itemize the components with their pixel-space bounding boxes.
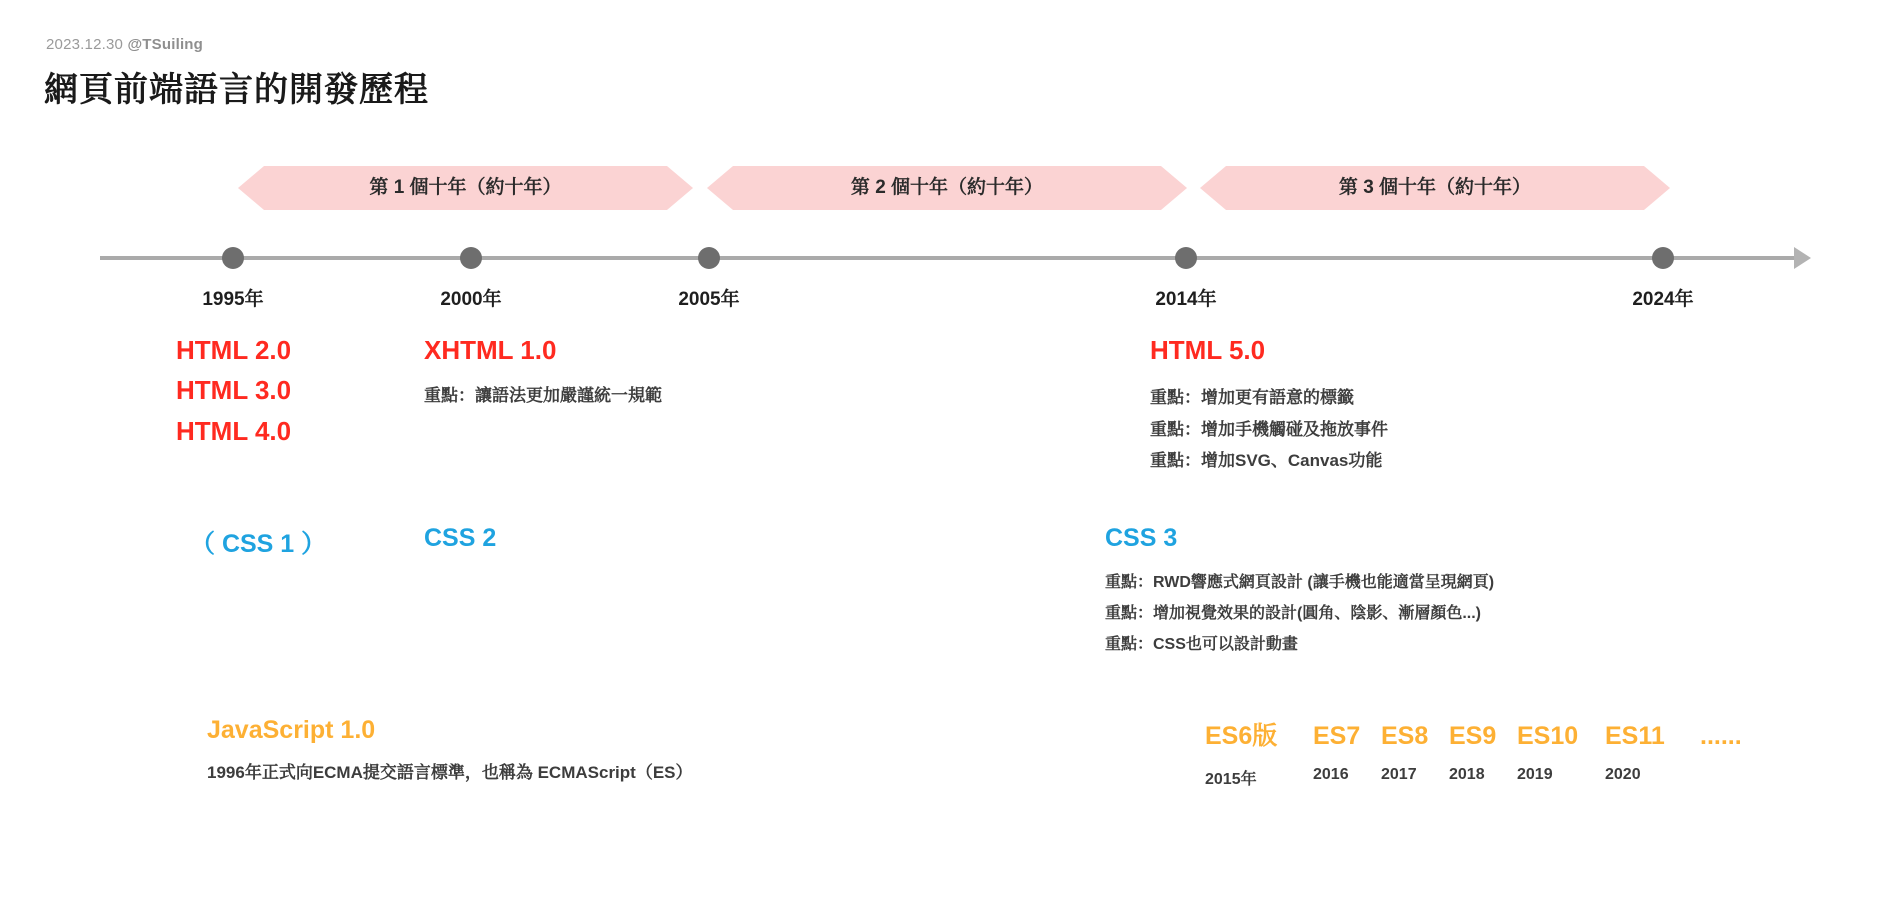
css3-note-1: 重點：RWD響應式網頁設計 (讓手機也能適當呈現網頁) <box>1105 574 1495 591</box>
timeline-node-2024 <box>1652 247 1674 269</box>
html5-2014-group <box>1150 330 1388 477</box>
xhtml-note: 重點：讓語法更加嚴謹統一規範 <box>424 386 662 406</box>
meta-handle: @TSuiling <box>127 36 204 53</box>
html5-note-1: 重點：增加更有語意的標籤 <box>1150 388 1354 408</box>
es-year-2017: 2017 <box>1381 766 1417 783</box>
css1-title: （ CSS 1 ） <box>190 530 327 558</box>
javascript-note: 1996年正式向ECMA提交語言標準，也稱為 ECMAScript（ES） <box>207 763 693 782</box>
css3-group <box>1105 524 1494 661</box>
css3-note-2: 重點：增加視覺效果的設計(圓角、陰影、漸層顏色...) <box>1105 605 1481 623</box>
timeline-node-2005 <box>698 247 720 269</box>
javascript-title: JavaScript 1.0 <box>207 716 376 744</box>
xhtml-title: XHTML 1.0 <box>424 335 557 365</box>
javascript-group <box>207 716 693 788</box>
es-year-2020: 2020 <box>1605 766 1641 783</box>
html5-note-2: 重點：增加手機觸碰及拖放事件 <box>1150 419 1388 439</box>
css3-notes <box>1105 567 1494 661</box>
html5-note-3: 重點：增加SVG、Canvas功能 <box>1150 451 1383 471</box>
es-year-list <box>1205 766 1742 789</box>
decade-bar-1 <box>238 166 693 210</box>
es-version-list <box>1205 716 1742 752</box>
es-year-2019: 2019 <box>1517 766 1553 783</box>
es-item-es7: ES7 <box>1313 722 1361 750</box>
es-versions-group <box>1205 716 1742 789</box>
html5-title: HTML 5.0 <box>1150 335 1266 365</box>
meta-line <box>46 36 203 53</box>
html5-notes <box>1150 382 1388 476</box>
es-year-2016: 2016 <box>1313 766 1349 783</box>
es-item-es6: ES6版 <box>1205 722 1278 750</box>
es-item-es10: ES10 <box>1517 722 1579 750</box>
timeline-axis <box>100 256 1800 260</box>
css1-group <box>190 524 326 560</box>
timeline-year-2005: 2005年 <box>678 289 740 310</box>
es-item-ellipsis: ...... <box>1700 722 1742 750</box>
timeline-node-1995 <box>222 247 244 269</box>
css3-note-3: 重點：CSS也可以設計動畫 <box>1105 636 1298 654</box>
decade-bar-3 <box>1200 166 1670 210</box>
page-title: 網頁前端語言的開發歷程 <box>44 71 429 109</box>
decade-label-2: 第 2 個十年（約十年） <box>850 177 1044 198</box>
es-item-es8: ES8 <box>1381 722 1429 750</box>
es-item-es9: ES9 <box>1449 722 1497 750</box>
css2-group <box>424 524 496 553</box>
timeline-arrow-icon <box>1794 247 1811 269</box>
decade-label-1: 第 1 個十年（約十年） <box>369 177 562 198</box>
meta-date: 2023.12.30 <box>46 36 124 53</box>
html-1995-group <box>176 330 291 451</box>
es-item-es11: ES11 <box>1605 722 1665 750</box>
decade-label-3: 第 3 個十年（約十年） <box>1338 177 1532 198</box>
xhtml-2000-group <box>424 330 662 412</box>
css2-title: CSS 2 <box>424 524 497 552</box>
timeline-year-2014: 2014年 <box>1155 289 1217 310</box>
timeline-node-2014 <box>1175 247 1197 269</box>
timeline-node-2000 <box>460 247 482 269</box>
es-year-2018: 2018 <box>1449 766 1485 783</box>
css3-title: CSS 3 <box>1105 524 1178 552</box>
timeline-year-2000: 2000年 <box>440 289 502 310</box>
es-year-2015: 2015年 <box>1205 771 1257 788</box>
html-version-2: HTML 2.0 <box>176 335 292 365</box>
timeline-year-1995: 1995年 <box>202 289 264 310</box>
timeline-year-2024: 2024年 <box>1632 289 1694 310</box>
decade-bar-2 <box>707 166 1187 210</box>
html-version-3: HTML 3.0 <box>176 375 292 406</box>
html-version-4: HTML 4.0 <box>176 415 292 446</box>
